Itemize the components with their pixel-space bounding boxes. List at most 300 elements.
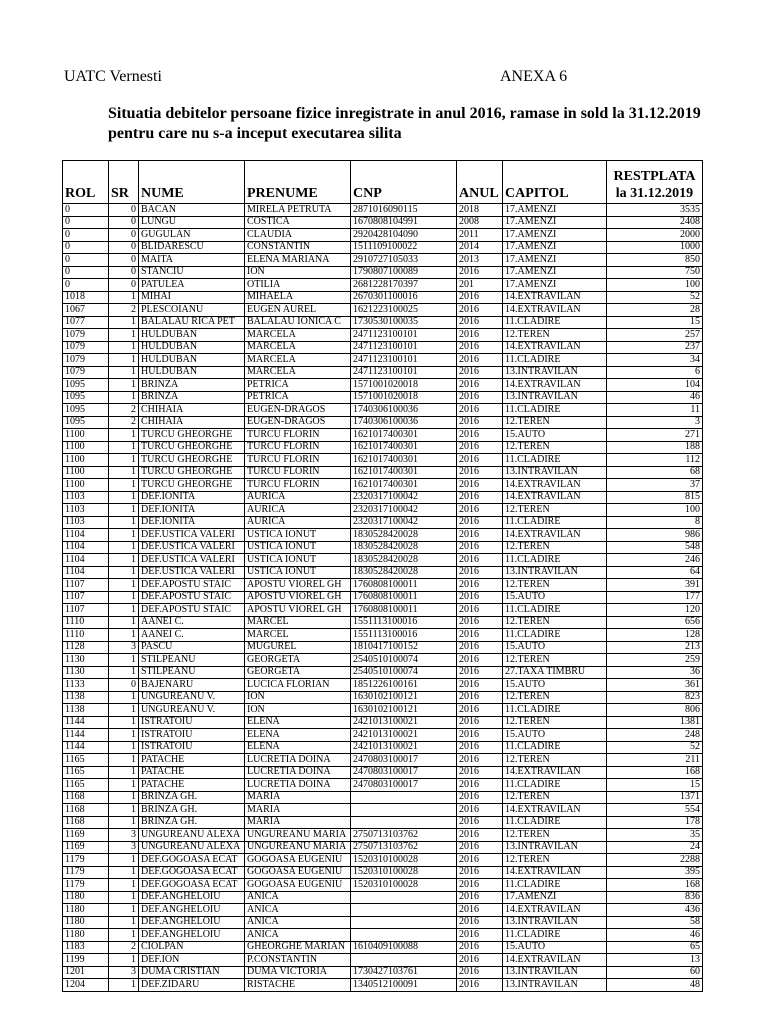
cell-rol: 1095: [63, 404, 109, 417]
cell-rol: 1107: [63, 604, 109, 617]
table-row: [63, 854, 703, 867]
col-cnp: CNP: [351, 161, 457, 204]
table-row: [63, 304, 703, 317]
cell-restplata: 168: [607, 879, 703, 892]
table-body: [63, 204, 703, 992]
cell-capitol: 13.INTRAVILAN: [503, 979, 607, 992]
cell-prenume: GEORGETA: [245, 666, 351, 679]
cell-anul: 2016: [457, 316, 503, 329]
cell-restplata: 177: [607, 591, 703, 604]
cell-cnp: [351, 791, 457, 804]
cell-sr: 2: [109, 941, 139, 954]
cell-anul: 2014: [457, 241, 503, 254]
table-row: [63, 729, 703, 742]
table-row: [63, 579, 703, 592]
cell-sr: 1: [109, 541, 139, 554]
table-row: [63, 266, 703, 279]
cell-restplata: 52: [607, 291, 703, 304]
cell-rol: 1079: [63, 354, 109, 367]
table-row: [63, 329, 703, 342]
cell-restplata: 15: [607, 316, 703, 329]
cell-rol: 1201: [63, 966, 109, 979]
cell-sr: 0: [109, 204, 139, 217]
table-row: [63, 379, 703, 392]
cell-restplata: 750: [607, 266, 703, 279]
cell-nume: STILPEANU: [139, 654, 245, 667]
cell-capitol: 14.EXTRAVILAN: [503, 491, 607, 504]
cell-capitol: 11.CLADIRE: [503, 816, 607, 829]
cell-capitol: 27.TAXA TIMBRU: [503, 666, 607, 679]
cell-restplata: 1000: [607, 241, 703, 254]
table-row: [63, 466, 703, 479]
cell-capitol: 17.AMENZI: [503, 266, 607, 279]
cell-cnp: 1621017400301: [351, 466, 457, 479]
cell-prenume: BALALAU IONICA C: [245, 316, 351, 329]
cell-nume: TURCU GHEORGHE: [139, 454, 245, 467]
cell-nume: BALALAU RICA PET: [139, 316, 245, 329]
cell-cnp: 1340512100091: [351, 979, 457, 992]
cell-prenume: LUCICA FLORIAN: [245, 679, 351, 692]
cell-capitol: 17.AMENZI: [503, 204, 607, 217]
cell-anul: 2016: [457, 741, 503, 754]
cell-cnp: 1830528420028: [351, 554, 457, 567]
cell-sr: 1: [109, 666, 139, 679]
cell-anul: 2016: [457, 441, 503, 454]
cell-anul: 2016: [457, 666, 503, 679]
cell-capitol: 11.CLADIRE: [503, 741, 607, 754]
cell-rol: 1180: [63, 904, 109, 917]
cell-restplata: 104: [607, 379, 703, 392]
cell-sr: 1: [109, 616, 139, 629]
cell-anul: 2016: [457, 554, 503, 567]
table-row: [63, 916, 703, 929]
cell-restplata: 128: [607, 629, 703, 642]
cell-anul: 2016: [457, 691, 503, 704]
cell-anul: 2016: [457, 266, 503, 279]
cell-rol: 1104: [63, 566, 109, 579]
cell-anul: 2016: [457, 916, 503, 929]
cell-cnp: 2471123100101: [351, 341, 457, 354]
cell-restplata: 178: [607, 816, 703, 829]
cell-cnp: 1630102100121: [351, 704, 457, 717]
cell-nume: BRINZA GH.: [139, 816, 245, 829]
table-row: [63, 679, 703, 692]
cell-restplata: 986: [607, 529, 703, 542]
cell-cnp: 1551113100016: [351, 629, 457, 642]
cell-sr: 1: [109, 454, 139, 467]
cell-anul: 2016: [457, 354, 503, 367]
cell-rol: 1199: [63, 954, 109, 967]
table-row: [63, 241, 703, 254]
cell-nume: DEF.USTICA VALERI: [139, 566, 245, 579]
cell-nume: TURCU GHEORGHE: [139, 466, 245, 479]
cell-restplata: 35: [607, 829, 703, 842]
cell-anul: 2016: [457, 454, 503, 467]
cell-nume: DEF.ANGHELOIU: [139, 916, 245, 929]
table-row: [63, 741, 703, 754]
cell-prenume: GOGOASA EUGENIU: [245, 854, 351, 867]
cell-rol: 1169: [63, 841, 109, 854]
cell-cnp: 1571001020018: [351, 391, 457, 404]
cell-rol: 1179: [63, 854, 109, 867]
cell-nume: CHIHAIA: [139, 416, 245, 429]
cell-anul: 2016: [457, 341, 503, 354]
cell-restplata: 3535: [607, 204, 703, 217]
cell-capitol: 11.CLADIRE: [503, 704, 607, 717]
cell-cnp: 2421013100021: [351, 729, 457, 742]
cell-anul: 2016: [457, 979, 503, 992]
cell-nume: DEF.ION: [139, 954, 245, 967]
cell-rol: 1179: [63, 879, 109, 892]
cell-sr: 1: [109, 554, 139, 567]
cell-sr: 1: [109, 741, 139, 754]
cell-prenume: TURCU FLORIN: [245, 466, 351, 479]
cell-nume: DEF.ZIDARU: [139, 979, 245, 992]
table-row: [63, 504, 703, 517]
cell-prenume: ION: [245, 691, 351, 704]
cell-nume: DEF.APOSTU STAIC: [139, 579, 245, 592]
cell-capitol: 12.TEREN: [503, 791, 607, 804]
cell-rol: 1165: [63, 766, 109, 779]
cell-prenume: ANICA: [245, 916, 351, 929]
table-row: [63, 291, 703, 304]
document-title: Situatia debitelor persoane fizice inregistrate in anul 2016, ramase in sold la 31.12.2019 pentru care nu s-a inceput executarea silita: [108, 105, 701, 142]
cell-cnp: 2670301100016: [351, 291, 457, 304]
cell-anul: 2016: [457, 304, 503, 317]
cell-sr: 1: [109, 491, 139, 504]
cell-cnp: 1760808100011: [351, 579, 457, 592]
cell-nume: BACAN: [139, 204, 245, 217]
cell-anul: 2016: [457, 904, 503, 917]
col-prenume: PRENUME: [245, 161, 351, 204]
cell-cnp: 1571001020018: [351, 379, 457, 392]
cell-anul: 2016: [457, 779, 503, 792]
table-row: [63, 766, 703, 779]
cell-prenume: MIHAELA: [245, 291, 351, 304]
cell-rol: 1180: [63, 916, 109, 929]
table-row: [63, 791, 703, 804]
cell-prenume: OTILIA: [245, 279, 351, 292]
cell-rol: 1079: [63, 366, 109, 379]
cell-prenume: TURCU FLORIN: [245, 454, 351, 467]
cell-cnp: 2470803100017: [351, 779, 457, 792]
cell-sr: 1: [109, 379, 139, 392]
table-row: [63, 216, 703, 229]
cell-cnp: 2750713103762: [351, 841, 457, 854]
cell-anul: 2008: [457, 216, 503, 229]
cell-restplata: 850: [607, 254, 703, 267]
cell-restplata: 259: [607, 654, 703, 667]
cell-capitol: 17.AMENZI: [503, 891, 607, 904]
cell-restplata: 271: [607, 429, 703, 442]
cell-nume: ISTRATOIU: [139, 716, 245, 729]
cell-nume: BAJENARU: [139, 679, 245, 692]
table-row: [63, 754, 703, 767]
cell-nume: DEF.ANGHELOIU: [139, 904, 245, 917]
cell-cnp: 1551113100016: [351, 616, 457, 629]
cell-prenume: MARIA: [245, 804, 351, 817]
cell-anul: 2016: [457, 404, 503, 417]
cell-restplata: 188: [607, 441, 703, 454]
cell-anul: 2016: [457, 529, 503, 542]
table-header-row: [63, 161, 703, 204]
cell-sr: 3: [109, 641, 139, 654]
cell-sr: 0: [109, 229, 139, 242]
cell-rol: 1077: [63, 316, 109, 329]
cell-nume: ISTRATOIU: [139, 729, 245, 742]
cell-restplata: 257: [607, 329, 703, 342]
cell-rol: 1183: [63, 941, 109, 954]
cell-sr: 3: [109, 841, 139, 854]
cell-capitol: 14.EXTRAVILAN: [503, 304, 607, 317]
table-row: [63, 966, 703, 979]
cell-capitol: 12.TEREN: [503, 329, 607, 342]
cell-anul: 201: [457, 279, 503, 292]
cell-capitol: 14.EXTRAVILAN: [503, 291, 607, 304]
cell-cnp: [351, 916, 457, 929]
cell-nume: DEF.GOGOASA ECAT: [139, 866, 245, 879]
cell-cnp: 2320317100042: [351, 491, 457, 504]
cell-capitol: 13.INTRAVILAN: [503, 841, 607, 854]
cell-anul: 2016: [457, 829, 503, 842]
cell-sr: 1: [109, 691, 139, 704]
cell-capitol: 14.EXTRAVILAN: [503, 804, 607, 817]
cell-prenume: MIRELA PETRUTA: [245, 204, 351, 217]
cell-capitol: 17.AMENZI: [503, 279, 607, 292]
cell-rol: 0: [63, 204, 109, 217]
cell-rol: 1104: [63, 529, 109, 542]
cell-sr: 0: [109, 254, 139, 267]
cell-rol: 1180: [63, 929, 109, 942]
cell-cnp: [351, 891, 457, 904]
cell-rol: 1067: [63, 304, 109, 317]
cell-sr: 2: [109, 416, 139, 429]
cell-cnp: 1621017400301: [351, 454, 457, 467]
cell-sr: 1: [109, 866, 139, 879]
cell-rol: 1100: [63, 429, 109, 442]
cell-capitol: 14.EXTRAVILAN: [503, 479, 607, 492]
cell-restplata: 656: [607, 616, 703, 629]
cell-nume: DEF.IONITA: [139, 516, 245, 529]
cell-sr: 0: [109, 679, 139, 692]
cell-anul: 2016: [457, 591, 503, 604]
cell-cnp: 1630102100121: [351, 691, 457, 704]
cell-restplata: 548: [607, 541, 703, 554]
cell-prenume: LUCRETIA DOINA: [245, 754, 351, 767]
cell-sr: 1: [109, 291, 139, 304]
cell-restplata: 213: [607, 641, 703, 654]
cell-cnp: 2471123100101: [351, 366, 457, 379]
cell-sr: 1: [109, 391, 139, 404]
cell-capitol: 12.TEREN: [503, 716, 607, 729]
cell-prenume: LUCRETIA DOINA: [245, 766, 351, 779]
cell-capitol: 11.CLADIRE: [503, 404, 607, 417]
cell-nume: TURCU GHEORGHE: [139, 441, 245, 454]
cell-anul: 2016: [457, 804, 503, 817]
cell-restplata: 34: [607, 354, 703, 367]
cell-cnp: 1610409100088: [351, 941, 457, 954]
cell-rol: 1144: [63, 741, 109, 754]
cell-capitol: 17.AMENZI: [503, 216, 607, 229]
cell-rol: 1018: [63, 291, 109, 304]
table-row: [63, 691, 703, 704]
cell-rol: 1100: [63, 479, 109, 492]
cell-sr: 1: [109, 729, 139, 742]
table-row: [63, 454, 703, 467]
cell-prenume: ELENA: [245, 716, 351, 729]
cell-anul: 2016: [457, 729, 503, 742]
cell-sr: 3: [109, 829, 139, 842]
table-row: [63, 616, 703, 629]
cell-anul: 2016: [457, 966, 503, 979]
table-row: [63, 891, 703, 904]
table-row: [63, 841, 703, 854]
cell-sr: 1: [109, 916, 139, 929]
cell-prenume: AURICA: [245, 504, 351, 517]
cell-capitol: 13.INTRAVILAN: [503, 366, 607, 379]
cell-rol: 1165: [63, 754, 109, 767]
cell-anul: 2016: [457, 791, 503, 804]
table-row: [63, 591, 703, 604]
table-row: [63, 716, 703, 729]
table-row: [63, 491, 703, 504]
cell-nume: STANCIU: [139, 266, 245, 279]
cell-cnp: 1670808104991: [351, 216, 457, 229]
cell-restplata: 806: [607, 704, 703, 717]
cell-rol: 1130: [63, 654, 109, 667]
table-row: [63, 404, 703, 417]
cell-nume: CIOLPAN: [139, 941, 245, 954]
cell-cnp: 1511109100022: [351, 241, 457, 254]
cell-capitol: 14.EXTRAVILAN: [503, 529, 607, 542]
cell-anul: 2013: [457, 254, 503, 267]
cell-anul: 2016: [457, 679, 503, 692]
cell-restplata: 48: [607, 979, 703, 992]
cell-rol: 1204: [63, 979, 109, 992]
cell-nume: DUMA CRISTIAN: [139, 966, 245, 979]
cell-anul: 2016: [457, 466, 503, 479]
cell-capitol: 11.CLADIRE: [503, 629, 607, 642]
cell-cnp: 2320317100042: [351, 504, 457, 517]
table-row: [63, 204, 703, 217]
cell-capitol: 12.TEREN: [503, 541, 607, 554]
cell-capitol: 15.AUTO: [503, 941, 607, 954]
cell-cnp: 1851226100161: [351, 679, 457, 692]
cell-nume: DEF.USTICA VALERI: [139, 529, 245, 542]
cell-sr: 1: [109, 366, 139, 379]
cell-sr: 1: [109, 954, 139, 967]
cell-restplata: 1371: [607, 791, 703, 804]
cell-prenume: MARCEL: [245, 616, 351, 629]
table-row: [63, 354, 703, 367]
cell-anul: 2016: [457, 616, 503, 629]
cell-sr: 1: [109, 804, 139, 817]
col-anul: ANUL: [457, 161, 503, 204]
cell-prenume: MARCELA: [245, 341, 351, 354]
cell-prenume: CLAUDIA: [245, 229, 351, 242]
cell-restplata: 37: [607, 479, 703, 492]
cell-sr: 1: [109, 316, 139, 329]
cell-restplata: 65: [607, 941, 703, 954]
table-row: [63, 829, 703, 842]
cell-prenume: ANICA: [245, 904, 351, 917]
cell-capitol: 11.CLADIRE: [503, 879, 607, 892]
cell-capitol: 15.AUTO: [503, 429, 607, 442]
table-row: [63, 816, 703, 829]
cell-cnp: 1520310100028: [351, 866, 457, 879]
cell-cnp: [351, 804, 457, 817]
table-row: [63, 416, 703, 429]
col-nume: NUME: [139, 161, 245, 204]
cell-cnp: [351, 929, 457, 942]
cell-prenume: MUGUREL: [245, 641, 351, 654]
cell-rol: 1179: [63, 866, 109, 879]
cell-rol: 0: [63, 266, 109, 279]
table-row: [63, 641, 703, 654]
cell-prenume: GOGOASA EUGENIU: [245, 866, 351, 879]
cell-restplata: 112: [607, 454, 703, 467]
cell-nume: MAITA: [139, 254, 245, 267]
cell-capitol: 12.TEREN: [503, 616, 607, 629]
cell-nume: BRINZA: [139, 391, 245, 404]
cell-anul: 2016: [457, 579, 503, 592]
cell-cnp: 2540510100074: [351, 666, 457, 679]
cell-sr: 1: [109, 929, 139, 942]
cell-prenume: TURCU FLORIN: [245, 441, 351, 454]
cell-sr: 1: [109, 904, 139, 917]
cell-rol: 1095: [63, 391, 109, 404]
cell-rol: 1079: [63, 329, 109, 342]
cell-prenume: APOSTU VIOREL GH: [245, 591, 351, 604]
cell-capitol: 14.EXTRAVILAN: [503, 766, 607, 779]
table-row: [63, 429, 703, 442]
cell-capitol: 11.CLADIRE: [503, 516, 607, 529]
cell-sr: 2: [109, 404, 139, 417]
cell-anul: 2016: [457, 366, 503, 379]
cell-prenume: USTICA IONUT: [245, 541, 351, 554]
cell-anul: 2016: [457, 854, 503, 867]
cell-nume: UNGUREANU ALEXA: [139, 829, 245, 842]
cell-capitol: 12.TEREN: [503, 654, 607, 667]
cell-capitol: 15.AUTO: [503, 679, 607, 692]
cell-nume: HULDUBAN: [139, 341, 245, 354]
cell-restplata: 823: [607, 691, 703, 704]
cell-capitol: 12.TEREN: [503, 504, 607, 517]
cell-restplata: 52: [607, 741, 703, 754]
table-row: [63, 541, 703, 554]
cell-anul: 2016: [457, 816, 503, 829]
cell-rol: 1168: [63, 791, 109, 804]
col-restplata: RESTPLATA la 31.12.2019: [607, 161, 703, 204]
cell-cnp: 1830528420028: [351, 566, 457, 579]
cell-restplata: 554: [607, 804, 703, 817]
cell-nume: DEF.GOGOASA ECAT: [139, 879, 245, 892]
table-row: [63, 316, 703, 329]
cell-restplata: 211: [607, 754, 703, 767]
cell-restplata: 815: [607, 491, 703, 504]
cell-capitol: 11.CLADIRE: [503, 354, 607, 367]
cell-rol: 0: [63, 216, 109, 229]
cell-nume: DEF.APOSTU STAIC: [139, 604, 245, 617]
cell-prenume: ION: [245, 704, 351, 717]
cell-capitol: 13.INTRAVILAN: [503, 966, 607, 979]
cell-nume: DEF.USTICA VALERI: [139, 554, 245, 567]
cell-capitol: 11.CLADIRE: [503, 454, 607, 467]
table-row: [63, 554, 703, 567]
cell-anul: 2016: [457, 379, 503, 392]
cell-cnp: 2320317100042: [351, 516, 457, 529]
cell-rol: 1104: [63, 554, 109, 567]
